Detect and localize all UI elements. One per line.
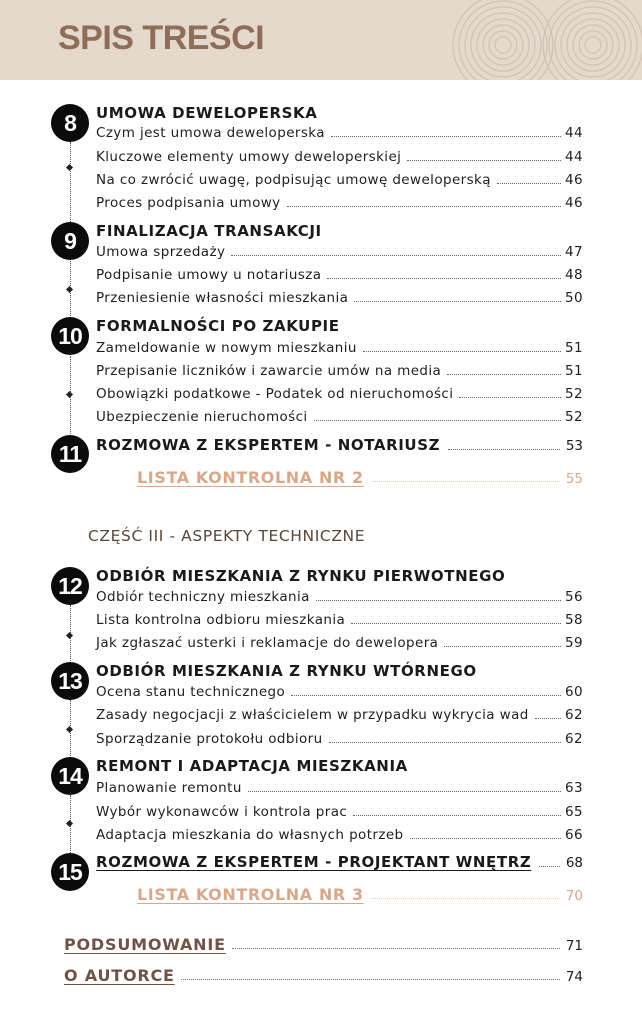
- toc-entry-page: 56: [565, 589, 583, 605]
- dot-leader: [327, 266, 561, 279]
- checklist-link[interactable]: [137, 467, 583, 490]
- chapter-title[interactable]: ODBIÓR MIESZKANIA Z RYNKU WTÓRNEGO: [96, 662, 477, 680]
- toc-entry-page: 65: [565, 804, 583, 820]
- toc-entry-label: Wybór wykonawców i kontrola prac: [96, 804, 348, 820]
- toc-entry-page: 44: [565, 125, 583, 141]
- dot-leader: [248, 779, 561, 792]
- dot-leader: [410, 826, 562, 839]
- dot-leader: [407, 148, 561, 161]
- timeline-diamond: [66, 726, 73, 733]
- toc-entry[interactable]: [96, 611, 583, 629]
- dot-leader: [372, 884, 560, 899]
- chapter-title: ROZMOWA Z EKSPERTEM - NOTARIUSZ: [96, 436, 441, 454]
- chapter-page: 68: [565, 855, 583, 871]
- dot-leader: [331, 124, 561, 137]
- toc-entry-label: Czym jest umowa deweloperska: [96, 125, 325, 141]
- chapter-title[interactable]: ODBIÓR MIESZKANIA Z RYNKU PIERWOTNEGO: [96, 567, 506, 585]
- toc-entry[interactable]: [96, 362, 583, 380]
- toc-entry[interactable]: [96, 385, 583, 403]
- toc-entry[interactable]: [96, 730, 583, 748]
- chapter-title[interactable]: FORMALNOŚCI PO ZAKUPIE: [96, 317, 340, 335]
- chapter-number-badge: 10: [51, 317, 89, 355]
- toc-entry-label: Jak zgłaszać usterki i reklamacje do dewelopera: [96, 635, 439, 651]
- checklist-page: 55: [565, 471, 583, 487]
- toc-entry-page: 51: [565, 340, 583, 356]
- toc-entry-page: 48: [565, 267, 583, 283]
- toc-entry[interactable]: [96, 803, 583, 821]
- chapter-number-badge: 12: [51, 567, 89, 605]
- toc-entry-page: 62: [565, 731, 583, 747]
- toc-entry-page: 46: [565, 172, 583, 188]
- dot-leader: [448, 435, 560, 450]
- toc-entry-label: Obowiązki podatkowe - Podatek od nieruchomości: [96, 386, 454, 402]
- toc-entry[interactable]: [96, 706, 583, 724]
- header-banner: [0, 0, 642, 80]
- toc-entry[interactable]: [96, 826, 583, 844]
- toc-entry[interactable]: [96, 194, 583, 212]
- toc-entry-label: Odbiór techniczny mieszkania: [96, 589, 310, 605]
- toc-entry-label: Proces podpisania umowy: [96, 195, 281, 211]
- toc-entry-page: 58: [565, 612, 583, 628]
- page-title: SPIS TREŚCI: [58, 19, 265, 57]
- toc-entry-page: 59: [565, 635, 583, 651]
- chapter-title: ROZMOWA Z EKSPERTEM - PROJEKTANT WNĘTRZ: [96, 853, 532, 871]
- toc-entry-page: 52: [565, 386, 583, 402]
- summary-label: PODSUMOWANIE: [64, 935, 226, 954]
- dot-leader: [314, 408, 561, 421]
- dot-leader: [329, 730, 561, 743]
- chapter-number-badge: 15: [51, 853, 89, 891]
- timeline-line: [70, 142, 71, 222]
- toc-entry-label: Ocena stanu technicznego: [96, 684, 286, 700]
- toc-entry-page: 66: [565, 827, 583, 843]
- toc-entry[interactable]: [96, 171, 583, 189]
- dot-leader: [372, 467, 560, 482]
- toc-entry-page: 60: [565, 684, 583, 700]
- toc-entry-label: Podpisanie umowy u notariusza: [96, 267, 322, 283]
- concentric-circles-decoration: [448, 0, 642, 80]
- chapter-title[interactable]: UMOWA DEWELOPERSKA: [96, 104, 318, 122]
- toc-entry-label: Zasady negocjacji z właścicielem w przypadku wykrycia wad: [96, 707, 529, 723]
- chapter-number-badge: 13: [51, 662, 89, 700]
- toc-entry-label: Planowanie remontu: [96, 780, 242, 796]
- timeline-diamond: [66, 391, 73, 398]
- toc-entry-page: 50: [565, 290, 583, 306]
- toc-entry-label: Sporządzanie protokołu odbioru: [96, 731, 323, 747]
- toc-entry[interactable]: [96, 289, 583, 307]
- toc-entry-label: Umowa sprzedaży: [96, 244, 226, 260]
- toc-entry[interactable]: [96, 588, 583, 606]
- checklist-page: 70: [565, 888, 583, 904]
- toc-entry[interactable]: [96, 683, 583, 701]
- toc-entry[interactable]: [96, 339, 583, 357]
- toc-entry[interactable]: [96, 408, 583, 426]
- dot-leader: [291, 683, 561, 696]
- checklist-label: LISTA KONTROLNA NR 3: [137, 885, 364, 904]
- chapter-number-badge: 14: [51, 757, 89, 795]
- toc-entry[interactable]: [96, 634, 583, 652]
- chapter-title[interactable]: REMONT I ADAPTACJA MIESZKANIA: [96, 757, 408, 775]
- chapter-number-badge: 11: [51, 435, 89, 473]
- toc-entry[interactable]: [96, 148, 583, 166]
- dot-leader: [447, 362, 561, 375]
- chapter-page: 53: [565, 438, 583, 454]
- toc-entry[interactable]: [96, 124, 583, 142]
- timeline-diamond: [66, 286, 73, 293]
- toc-entry-label: Lista kontrolna odbioru mieszkania: [96, 612, 346, 628]
- about-author-page: 74: [565, 969, 583, 985]
- dot-leader: [353, 803, 561, 816]
- timeline-diamond: [66, 820, 73, 827]
- toc-entry-page: 51: [565, 363, 583, 379]
- toc-entry-label: Kluczowe elementy umowy deweloperskiej: [96, 149, 402, 165]
- dot-leader: [287, 194, 561, 207]
- dot-leader: [231, 243, 561, 256]
- about-author-label: O AUTORCE: [64, 966, 175, 985]
- toc-entry-page: 52: [565, 409, 583, 425]
- dot-leader: [444, 634, 561, 647]
- toc-entry-page: 46: [565, 195, 583, 211]
- dot-leader: [363, 339, 561, 352]
- summary-page: 71: [565, 938, 583, 954]
- checklist-label: LISTA KONTROLNA NR 2: [137, 468, 364, 487]
- dot-leader: [181, 965, 560, 980]
- dot-leader: [535, 706, 561, 719]
- timeline-diamond: [66, 632, 73, 639]
- toc-entry-label: Przepisanie liczników i zawarcie umów na media: [96, 363, 442, 379]
- toc-entry-page: 63: [565, 780, 583, 796]
- toc-entry-label: Zameldowanie w nowym mieszkaniu: [96, 340, 357, 356]
- dot-leader: [351, 611, 561, 624]
- toc-entry-label: Adaptacja mieszkania do własnych potrzeb: [96, 827, 404, 843]
- dot-leader: [232, 934, 560, 949]
- toc-entry-page: 44: [565, 149, 583, 165]
- timeline-diamond: [66, 164, 73, 171]
- chapter-number-badge: 9: [51, 222, 89, 260]
- toc-entry-label: Przeniesienie własności mieszkania: [96, 290, 349, 306]
- dot-leader: [497, 171, 561, 184]
- toc-entry-page: 62: [565, 707, 583, 723]
- toc-entry-label: Ubezpieczenie nieruchomości: [96, 409, 308, 425]
- about-author-link[interactable]: [64, 965, 583, 988]
- toc-entry[interactable]: [96, 243, 583, 261]
- chapter-number-badge: 8: [51, 104, 89, 142]
- chapter-entry[interactable]: [96, 435, 583, 456]
- toc-entry-page: 47: [565, 244, 583, 260]
- part-heading: CZĘŚĆ III - ASPEKTY TECHNICZNE: [88, 527, 366, 545]
- toc-entry[interactable]: [96, 266, 583, 284]
- chapter-title[interactable]: FINALIZACJA TRANSAKCJI: [96, 222, 322, 240]
- dot-leader: [539, 852, 559, 867]
- dot-leader: [354, 289, 561, 302]
- dot-leader: [459, 385, 561, 398]
- dot-leader: [316, 588, 561, 601]
- summary-link[interactable]: [64, 934, 583, 957]
- toc-entry-label: Na co zwrócić uwagę, podpisując umowę deweloperską: [96, 172, 491, 188]
- toc-entry[interactable]: [96, 779, 583, 797]
- checklist-link[interactable]: [137, 884, 583, 907]
- chapter-entry[interactable]: [96, 852, 583, 873]
